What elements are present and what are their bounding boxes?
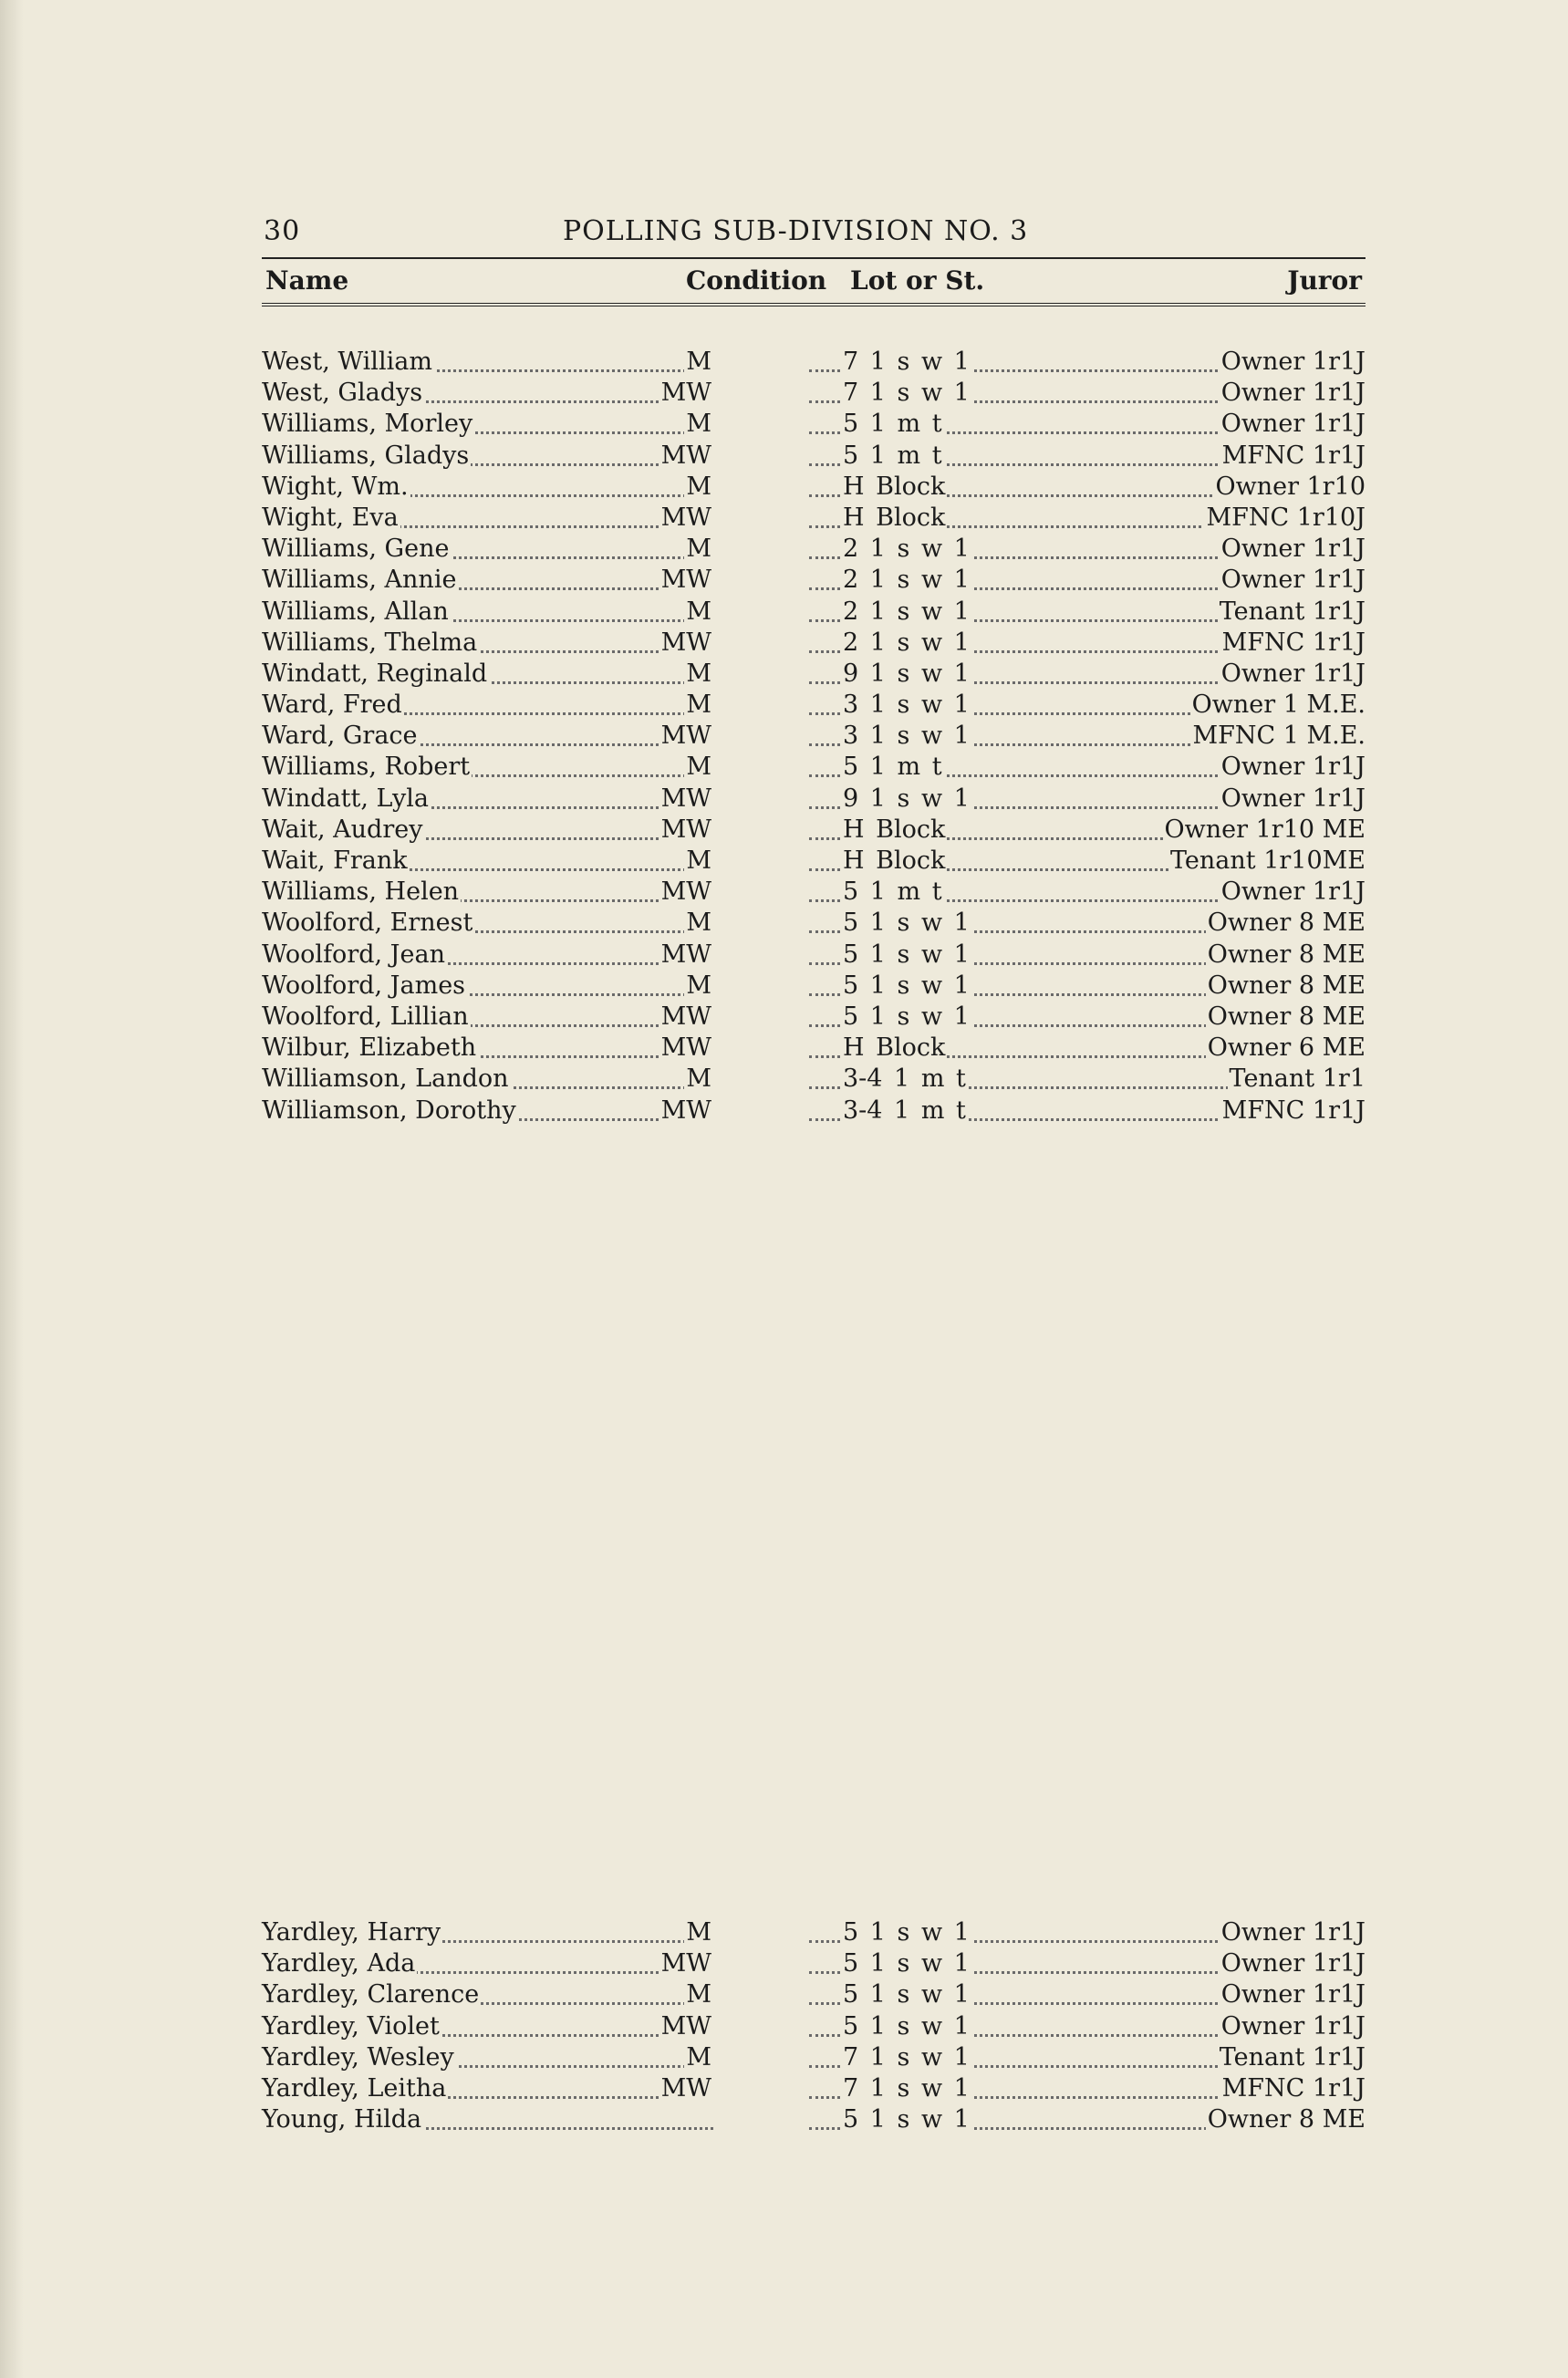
entry-condition: M (686, 659, 711, 688)
entry-condition: MW (660, 1096, 711, 1125)
list-entry (262, 1948, 1366, 1979)
entry-name: Yardley, Ada (262, 1949, 416, 1978)
entry-condition: M (686, 2042, 711, 2072)
entry-condition: MW (660, 722, 711, 751)
entry-name: Wilbur, Elizabeth (262, 1033, 477, 1063)
list-entry (262, 940, 1366, 971)
entry-lot: 5 1 s w 1 (843, 909, 970, 938)
entry-juror: Owner 8 ME (1207, 2105, 1366, 2134)
voter-list-y (262, 1917, 1366, 2135)
entry-condition: M (686, 1064, 711, 1094)
running-head (262, 215, 1366, 252)
entry-condition: M (686, 846, 711, 875)
entry-condition: MW (660, 1949, 711, 1978)
entry-name: Wight, Wm. (262, 472, 409, 501)
entry-condition: MW (660, 2073, 711, 2103)
entry-juror: Tenant 1r1J (1219, 2042, 1366, 2072)
entry-juror: Owner 1r1J (1220, 659, 1366, 688)
entry-juror: Owner 1r1J (1220, 753, 1366, 782)
entry-lot: 7 1 s w 1 (843, 2073, 970, 2103)
entry-name: Yardley, Leitha (262, 2073, 447, 2103)
list-entry (262, 347, 1366, 378)
list-entry (262, 565, 1366, 596)
entry-lot: 2 1 s w 1 (843, 535, 970, 564)
entry-lot: 5 1 s w 1 (843, 940, 970, 969)
entry-name: Windatt, Reginald (262, 659, 488, 688)
entry-lot: 5 1 m t (843, 877, 942, 907)
entry-juror: MFNC 1r1J (1221, 2073, 1366, 2103)
entry-name: Woolford, James (262, 971, 466, 1000)
entry-name: Williams, Helen (262, 877, 460, 907)
entry-condition: M (686, 348, 711, 376)
list-entry (262, 815, 1366, 846)
entry-lot: 5 1 m t (843, 441, 942, 470)
list-entry (262, 908, 1366, 939)
entry-lot: 3-4 1 m t (843, 1064, 966, 1094)
entry-name: Yardley, Violet (262, 2011, 440, 2041)
entry-name: Williams, Annie (262, 566, 457, 595)
entry-condition: MW (660, 628, 711, 657)
entry-name: Williams, Morley (262, 410, 473, 439)
entry-lot: 3-4 1 m t (843, 1096, 966, 1125)
entry-lot: H Block (843, 815, 946, 844)
entry-lot: 2 1 s w 1 (843, 628, 970, 657)
entry-lot: H Block (843, 472, 946, 501)
entry-name: Windatt, Lyla (262, 784, 429, 813)
entry-name: Yardley, Harry (262, 1918, 441, 1947)
entry-name: Yardley, Wesley (262, 2042, 454, 2072)
entry-juror: Owner 8 ME (1207, 940, 1366, 969)
page-title: POLLING SUB-DIVISION NO. 3 (563, 215, 1029, 247)
entry-lot: 7 1 s w 1 (843, 379, 970, 408)
entry-lot: 9 1 s w 1 (843, 784, 970, 813)
voter-list-w (262, 347, 1366, 1127)
entry-juror: Owner 8 ME (1207, 971, 1366, 1000)
list-entry (262, 877, 1366, 908)
column-header-lot: Lot or St. (850, 265, 985, 296)
entry-condition: M (686, 971, 711, 1000)
column-header-juror: Juror (1287, 265, 1362, 296)
list-entry (262, 441, 1366, 472)
entry-condition: M (686, 410, 711, 439)
entry-name: Williams, Allan (262, 597, 449, 626)
entry-juror: MFNC 1r10J (1206, 503, 1366, 532)
entry-condition: MW (660, 1033, 711, 1063)
list-entry (262, 1064, 1366, 1095)
entry-juror: Tenant 1r1 (1229, 1064, 1366, 1094)
entry-lot: 5 1 s w 1 (843, 1949, 970, 1978)
list-entry (262, 534, 1366, 565)
entry-juror: Owner 1r1J (1220, 348, 1366, 376)
list-entry (262, 2073, 1366, 2104)
entry-condition: M (686, 535, 711, 564)
list-entry (262, 2011, 1366, 2042)
list-entry (262, 503, 1366, 534)
entry-name: West, Gladys (262, 379, 423, 408)
entry-condition: MW (660, 566, 711, 595)
entry-condition: M (686, 691, 711, 720)
column-header-condition: Condition (686, 265, 827, 296)
entry-condition: M (686, 1980, 711, 2009)
entry-lot: 5 1 s w 1 (843, 1980, 970, 2009)
list-entry (262, 846, 1366, 877)
entry-name: Williamson, Landon (262, 1064, 509, 1094)
entry-name: Williams, Thelma (262, 628, 478, 657)
entry-name: Young, Hilda (262, 2105, 422, 2134)
list-entry (262, 378, 1366, 409)
entry-juror: Owner 1r1J (1220, 379, 1366, 408)
entry-juror: Owner 8 ME (1207, 909, 1366, 938)
entry-condition: MW (660, 2011, 711, 2041)
entry-juror: Owner 1r10 (1215, 472, 1366, 501)
entry-juror: Owner 1r10 ME (1164, 815, 1366, 844)
entry-name: Wight, Eva (262, 503, 399, 532)
document-page (262, 215, 1366, 2134)
column-header-name: Name (265, 265, 349, 296)
entry-lot: 2 1 s w 1 (843, 566, 970, 595)
list-entry (262, 1002, 1366, 1033)
entry-name: Williams, Robert (262, 753, 471, 782)
entry-juror: Tenant 1r1J (1219, 597, 1366, 626)
entry-condition: M (686, 753, 711, 782)
entry-name: Wait, Frank (262, 846, 408, 875)
entry-lot: 3 1 s w 1 (843, 691, 970, 720)
entry-lot: H Block (843, 1033, 946, 1063)
entry-juror: Owner 8 ME (1207, 1002, 1366, 1031)
list-entry (262, 971, 1366, 1002)
list-entry (262, 752, 1366, 783)
page-binding-edge (0, 0, 24, 2378)
list-entry (262, 1979, 1366, 2010)
list-entry (262, 472, 1366, 503)
entry-condition: MW (660, 784, 711, 813)
entry-lot: 9 1 s w 1 (843, 659, 970, 688)
list-entry (262, 1096, 1366, 1127)
entry-lot: 7 1 s w 1 (843, 348, 970, 376)
entry-lot: 5 1 m t (843, 753, 942, 782)
entry-name: Ward, Fred (262, 691, 402, 720)
list-entry (262, 628, 1366, 659)
entry-lot: 5 1 s w 1 (843, 971, 970, 1000)
entry-juror: MFNC 1 M.E. (1192, 722, 1366, 751)
entry-juror: Owner 1r1J (1220, 1949, 1366, 1978)
entry-lot: 5 1 s w 1 (843, 1918, 970, 1947)
entry-juror: MFNC 1r1J (1221, 628, 1366, 657)
list-entry (262, 409, 1366, 440)
entry-name: Woolford, Ernest (262, 909, 473, 938)
entry-lot: 5 1 s w 1 (843, 1002, 970, 1031)
entry-lot: 2 1 s w 1 (843, 597, 970, 626)
entry-lot: 5 1 m t (843, 410, 942, 439)
list-entry (262, 2042, 1366, 2073)
entry-condition: M (686, 909, 711, 938)
entry-lot: 5 1 s w 1 (843, 2011, 970, 2041)
entry-name: West, William (262, 348, 432, 376)
entry-juror: Owner 1r1J (1220, 877, 1366, 907)
entry-lot: H Block (843, 846, 946, 875)
entry-juror: Owner 1r1J (1220, 410, 1366, 439)
entry-juror: Tenant 1r10ME (1170, 846, 1366, 875)
entry-juror: Owner 1r1J (1220, 535, 1366, 564)
entry-condition: MW (660, 815, 711, 844)
entry-name: Williams, Gladys (262, 441, 470, 470)
entry-juror: MFNC 1r1J (1221, 1096, 1366, 1125)
entry-name: Woolford, Lillian (262, 1002, 469, 1031)
entry-condition: MW (660, 940, 711, 969)
entry-lot: 3 1 s w 1 (843, 722, 970, 751)
entry-condition: MW (660, 441, 711, 470)
entry-name: Williams, Gene (262, 535, 450, 564)
list-entry (262, 1033, 1366, 1064)
list-entry (262, 659, 1366, 690)
entry-condition: M (686, 472, 711, 501)
column-headers (262, 257, 1366, 306)
entry-name: Woolford, Jean (262, 940, 445, 969)
entry-condition: MW (660, 1002, 711, 1031)
list-entry (262, 2104, 1366, 2135)
entry-condition: MW (660, 503, 711, 532)
entry-condition: M (686, 597, 711, 626)
entry-lot: H Block (843, 503, 946, 532)
entry-juror: Owner 1r1J (1220, 2011, 1366, 2041)
entry-condition: MW (660, 877, 711, 907)
entry-name: Yardley, Clarence (262, 1980, 480, 2009)
entry-juror: MFNC 1r1J (1221, 441, 1366, 470)
entry-juror: Owner 1 M.E. (1191, 691, 1366, 720)
list-entry (262, 690, 1366, 721)
entry-juror: Owner 1r1J (1220, 1980, 1366, 2009)
list-entry (262, 1917, 1366, 1948)
page-number: 30 (264, 215, 301, 247)
entry-name: Wait, Audrey (262, 815, 423, 844)
entry-lot: 5 1 s w 1 (843, 2105, 970, 2134)
entry-juror: Owner 1r1J (1220, 784, 1366, 813)
entry-juror: Owner 1r1J (1220, 566, 1366, 595)
entry-condition: M (686, 1918, 711, 1947)
entry-juror: Owner 6 ME (1207, 1033, 1366, 1063)
list-entry (262, 597, 1366, 628)
entry-name: Williamson, Dorothy (262, 1096, 516, 1125)
entry-juror: Owner 1r1J (1220, 1918, 1366, 1947)
list-entry (262, 721, 1366, 752)
entry-lot: 7 1 s w 1 (843, 2042, 970, 2072)
entry-condition: MW (660, 379, 711, 408)
entry-name: Ward, Grace (262, 722, 418, 751)
list-entry (262, 784, 1366, 815)
